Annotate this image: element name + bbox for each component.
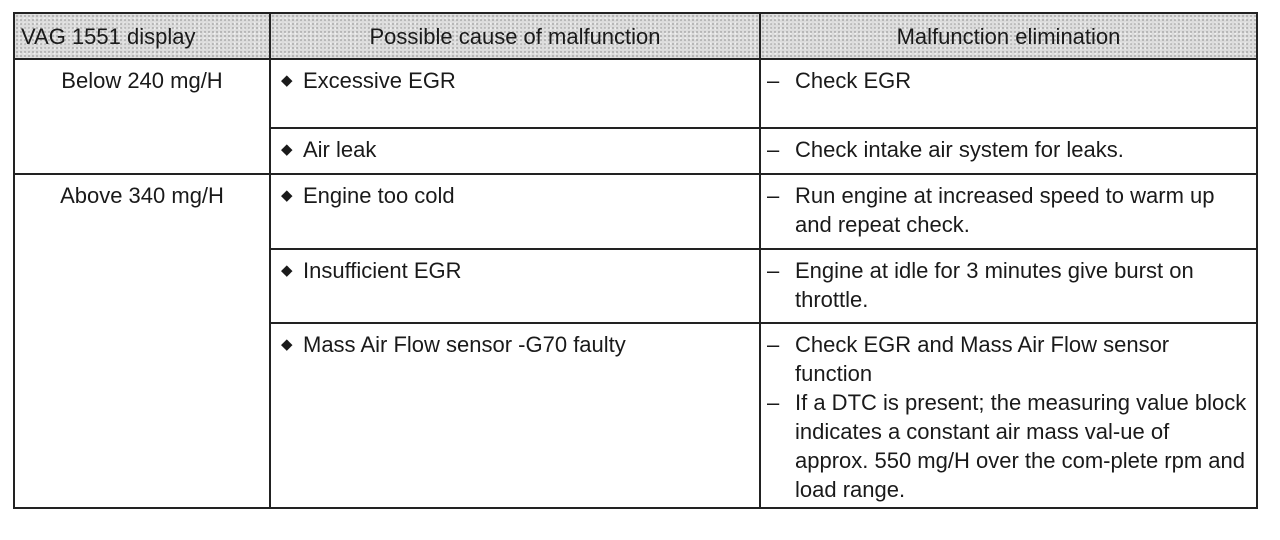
table-row xyxy=(14,174,1257,249)
header-display: VAG 1551 display xyxy=(14,13,270,59)
bullet-icon: ◆ xyxy=(281,72,293,89)
cause-cell xyxy=(270,128,760,174)
malfunction-table xyxy=(13,12,1258,509)
cause-text: Engine too cold xyxy=(303,183,455,208)
elimination-cell xyxy=(760,59,1257,128)
cause-text: Air leak xyxy=(303,137,377,162)
elimination-step xyxy=(767,135,1248,164)
step-text: If a DTC is present; the measuring value block indicates a constant air mass val-ue of approx. 550 mg/H over the com-plete rpm and load range. xyxy=(795,390,1247,502)
table-header-row xyxy=(14,13,1257,59)
elimination-step xyxy=(767,66,1248,95)
dash-icon: – xyxy=(767,68,780,93)
cause-text: Mass Air Flow sensor -G70 faulty xyxy=(303,332,626,357)
step-text: Engine at idle for 3 minutes give burst on throttle. xyxy=(795,258,1194,312)
dash-icon: – xyxy=(767,183,780,208)
cause-cell xyxy=(270,249,760,323)
cause-cell xyxy=(270,323,760,508)
dash-icon: – xyxy=(767,258,780,283)
bullet-icon: ◆ xyxy=(281,141,293,158)
elimination-cell xyxy=(760,323,1257,508)
step-text: Check EGR xyxy=(795,68,912,93)
elimination-step xyxy=(767,330,1248,388)
cause-text: Excessive EGR xyxy=(303,68,456,93)
elimination-cell xyxy=(760,128,1257,174)
cause-cell xyxy=(270,174,760,249)
elimination-cell xyxy=(760,249,1257,323)
table-row xyxy=(14,59,1257,128)
step-text: Check EGR and Mass Air Flow sensor function xyxy=(795,332,1170,386)
bullet-icon: ◆ xyxy=(281,336,293,353)
cause-text: Insufficient EGR xyxy=(303,258,462,283)
display-value: Above 340 mg/H xyxy=(14,174,270,508)
display-value: Below 240 mg/H xyxy=(14,59,270,174)
bullet-icon: ◆ xyxy=(281,187,293,204)
dash-icon: – xyxy=(767,390,780,415)
elimination-cell xyxy=(760,174,1257,249)
elimination-step xyxy=(767,256,1248,314)
header-elimination: Malfunction elimination xyxy=(760,13,1257,59)
dash-icon: – xyxy=(767,137,780,162)
step-text: Run engine at increased speed to warm up and repeat check. xyxy=(795,183,1215,237)
elimination-step xyxy=(767,181,1248,239)
header-cause: Possible cause of malfunction xyxy=(270,13,760,59)
elimination-step xyxy=(767,388,1248,504)
step-text: Check intake air system for leaks. xyxy=(795,137,1124,162)
dash-icon: – xyxy=(767,332,780,357)
cause-cell xyxy=(270,59,760,128)
bullet-icon: ◆ xyxy=(281,262,293,279)
